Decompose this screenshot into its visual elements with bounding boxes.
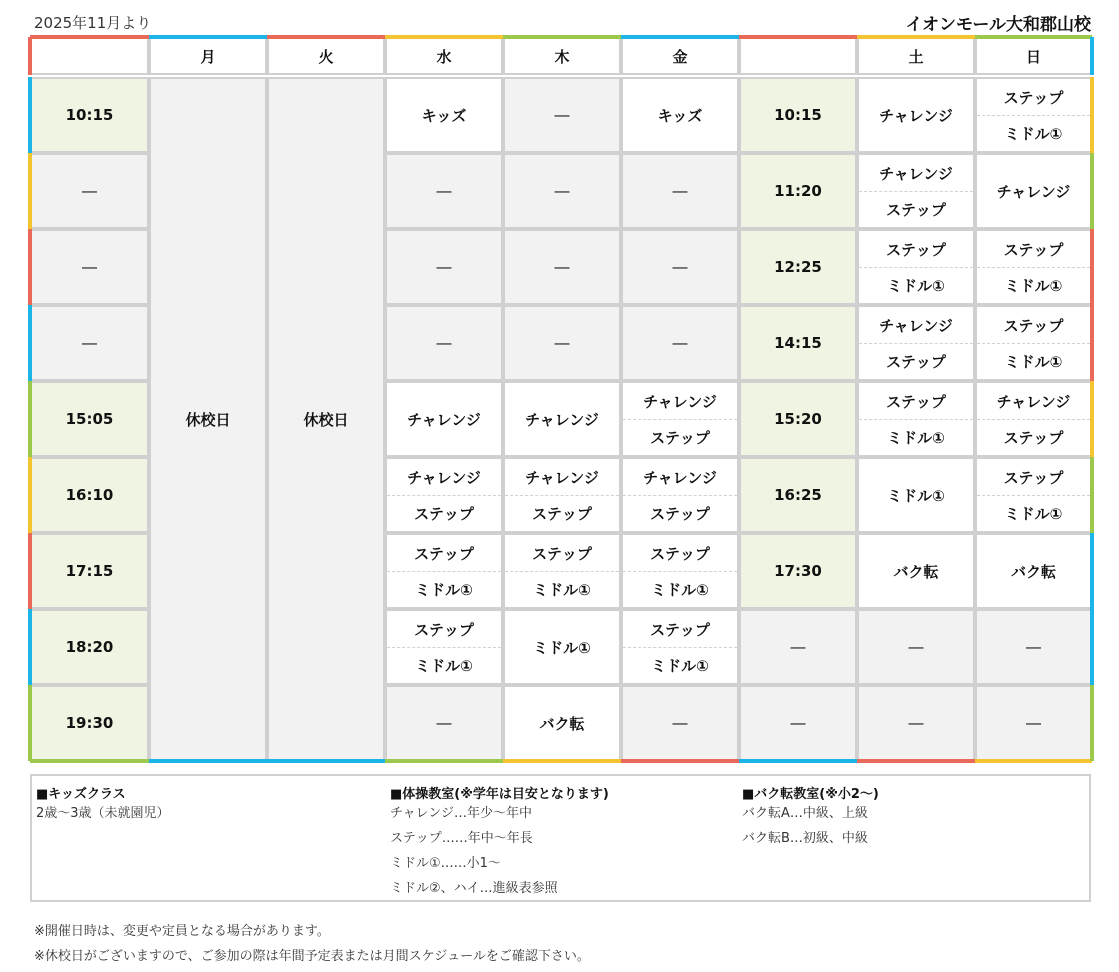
class-cell bbox=[385, 229, 503, 305]
class-slot bbox=[859, 343, 973, 379]
class-name: ― bbox=[908, 638, 924, 656]
class-cell bbox=[975, 609, 1092, 685]
column-top-accent bbox=[149, 35, 267, 39]
class-cell bbox=[975, 77, 1092, 153]
closed-day-cell bbox=[267, 77, 385, 761]
class-name: バク転 bbox=[1010, 562, 1056, 581]
row-left-accent bbox=[28, 77, 32, 153]
time-cell bbox=[30, 229, 149, 305]
class-name: ミドル① bbox=[887, 486, 945, 505]
class-name: キッズ bbox=[657, 106, 703, 125]
class-name: ステップ bbox=[886, 200, 946, 219]
closed-day-cell bbox=[149, 77, 267, 761]
class-name: ステップ bbox=[650, 620, 710, 639]
class-slot bbox=[977, 267, 1090, 303]
class-cell bbox=[621, 229, 739, 305]
time-label: 18:20 bbox=[65, 638, 114, 656]
class-name: チャレンジ bbox=[643, 468, 717, 487]
class-cell bbox=[621, 533, 739, 609]
class-name: ― bbox=[436, 258, 452, 276]
class-name: ステップ bbox=[886, 240, 946, 259]
time-label: 10:15 bbox=[774, 106, 822, 124]
column-top-accent bbox=[267, 35, 385, 39]
day-label: 日 bbox=[1025, 47, 1041, 66]
legend-gym-line: ミドル②、ハイ…進級表参照 bbox=[390, 881, 558, 896]
class-slot bbox=[623, 535, 737, 572]
class-name: ステップ bbox=[886, 392, 946, 411]
column-bottom-accent bbox=[739, 759, 857, 763]
legend-backflip-line: バク転B…初級、中級 bbox=[742, 831, 868, 846]
class-name: チャレンジ bbox=[879, 316, 953, 335]
legend-gym bbox=[390, 782, 609, 901]
day-label: 火 bbox=[318, 47, 334, 66]
class-slot bbox=[387, 611, 501, 648]
class-name: ミドル① bbox=[415, 580, 473, 599]
time-label: 12:25 bbox=[774, 258, 822, 276]
time-cell bbox=[739, 609, 857, 685]
time-label: ― bbox=[82, 258, 97, 276]
class-name: ― bbox=[436, 182, 452, 200]
class-name: ステップ bbox=[650, 544, 710, 563]
row-left-accent bbox=[28, 609, 32, 685]
column-bottom-accent bbox=[621, 759, 739, 763]
class-slot bbox=[505, 535, 619, 572]
class-cell bbox=[975, 305, 1092, 381]
class-name: ― bbox=[672, 714, 688, 732]
row-right-accent bbox=[1090, 381, 1094, 457]
header-cell bbox=[503, 37, 621, 75]
class-name: ステップ bbox=[414, 620, 474, 639]
class-cell bbox=[503, 685, 621, 761]
time-cell bbox=[30, 77, 149, 153]
class-cell bbox=[857, 685, 975, 761]
time-cell bbox=[739, 153, 857, 229]
time-label: 10:15 bbox=[65, 106, 114, 124]
column-top-accent bbox=[621, 35, 739, 39]
class-name: ― bbox=[1026, 638, 1041, 656]
day-label: 金 bbox=[672, 47, 688, 66]
legend-backflip-title: ■バク転教室(※小2～) bbox=[742, 787, 879, 802]
class-name: ステップ bbox=[1003, 468, 1064, 487]
row-right-accent bbox=[1090, 457, 1094, 533]
class-slot bbox=[623, 495, 737, 531]
effective-date: 2025年11月より bbox=[34, 14, 152, 32]
header-cell bbox=[739, 37, 857, 75]
class-slot bbox=[387, 535, 501, 572]
class-name: ステップ bbox=[532, 544, 592, 563]
class-name: ステップ bbox=[1003, 428, 1064, 447]
note-schedule-change: ※開催日時は、変更や定員となる場合があります。 bbox=[34, 924, 330, 939]
column-bottom-accent bbox=[267, 759, 385, 763]
column-bottom-accent bbox=[975, 759, 1092, 763]
column-bottom-accent bbox=[149, 759, 267, 763]
class-slot bbox=[387, 459, 501, 496]
row-right-accent bbox=[1090, 533, 1094, 609]
class-cell bbox=[975, 533, 1092, 609]
header-cell bbox=[857, 37, 975, 75]
row-right-accent bbox=[1090, 685, 1094, 761]
time-label: 15:05 bbox=[65, 410, 114, 428]
class-cell bbox=[503, 533, 621, 609]
row-right-accent bbox=[1090, 229, 1094, 305]
header-cell bbox=[30, 37, 149, 75]
class-slot bbox=[977, 79, 1090, 116]
time-label: 14:15 bbox=[774, 334, 822, 352]
time-cell bbox=[30, 533, 149, 609]
class-cell bbox=[621, 381, 739, 457]
row-left-accent bbox=[28, 457, 32, 533]
time-cell bbox=[739, 457, 857, 533]
class-slot bbox=[859, 383, 973, 420]
class-slot bbox=[977, 307, 1090, 344]
row-right-accent bbox=[1090, 609, 1094, 685]
class-cell bbox=[975, 381, 1092, 457]
time-label: 16:25 bbox=[774, 486, 822, 504]
legend-gym-line: チャレンジ…年少～年中 bbox=[390, 806, 532, 821]
class-name: ミドル① bbox=[887, 276, 945, 295]
time-cell bbox=[30, 305, 149, 381]
header-cell bbox=[267, 37, 385, 75]
class-cell bbox=[857, 457, 975, 533]
time-cell bbox=[30, 457, 149, 533]
column-top-accent bbox=[385, 35, 503, 39]
class-cell bbox=[503, 153, 621, 229]
day-label: 木 bbox=[554, 47, 570, 66]
row-right-accent bbox=[1090, 77, 1094, 153]
legend-gym-title: ■体操教室(※学年は目安となります) bbox=[390, 787, 609, 802]
legend-gym-line: ミドル①……小1～ bbox=[390, 856, 501, 871]
class-name: ― bbox=[554, 182, 570, 200]
day-label: 月 bbox=[200, 47, 216, 66]
time-label: ― bbox=[82, 334, 97, 352]
class-slot bbox=[387, 571, 501, 607]
class-name: ステップ bbox=[1003, 88, 1064, 107]
class-cell bbox=[385, 381, 503, 457]
class-cell bbox=[385, 609, 503, 685]
row-left-accent bbox=[28, 305, 32, 381]
class-cell bbox=[385, 457, 503, 533]
class-name: ― bbox=[908, 714, 924, 732]
class-slot bbox=[859, 191, 973, 227]
class-cell bbox=[975, 685, 1092, 761]
class-name: チャレンジ bbox=[996, 182, 1071, 201]
legend-gym-line: ステップ……年中～年長 bbox=[390, 831, 533, 846]
row-right-accent bbox=[1090, 305, 1094, 381]
time-label: 17:15 bbox=[65, 562, 114, 580]
time-cell bbox=[739, 229, 857, 305]
class-name: ― bbox=[554, 258, 570, 276]
legend-backflip-line: バク転A…中級、上級 bbox=[742, 806, 868, 821]
class-name: ステップ bbox=[650, 428, 710, 447]
legend-box bbox=[30, 774, 1091, 902]
class-slot bbox=[623, 571, 737, 607]
class-name: ミドル① bbox=[1004, 352, 1063, 371]
time-label: 15:20 bbox=[774, 410, 822, 428]
class-slot bbox=[859, 307, 973, 344]
class-cell bbox=[621, 77, 739, 153]
class-name: バク転 bbox=[893, 562, 939, 581]
class-name: ― bbox=[554, 106, 570, 124]
class-slot bbox=[859, 231, 973, 268]
header-left-accent bbox=[28, 37, 32, 75]
header-cell bbox=[621, 37, 739, 75]
class-cell bbox=[621, 305, 739, 381]
class-name: ― bbox=[554, 334, 570, 352]
class-cell bbox=[503, 457, 621, 533]
class-cell bbox=[621, 609, 739, 685]
time-cell bbox=[739, 533, 857, 609]
class-name: ミドル① bbox=[887, 428, 945, 447]
header-cell bbox=[975, 37, 1092, 75]
time-cell bbox=[30, 609, 149, 685]
time-label: 17:30 bbox=[774, 562, 822, 580]
class-name: ミドル① bbox=[415, 656, 473, 675]
time-label: 19:30 bbox=[65, 714, 114, 732]
class-cell bbox=[857, 153, 975, 229]
class-cell bbox=[857, 533, 975, 609]
legend-backflip bbox=[742, 782, 879, 851]
column-bottom-accent bbox=[503, 759, 621, 763]
class-name: ― bbox=[1026, 714, 1041, 732]
class-slot bbox=[859, 155, 973, 192]
class-name: ミドル① bbox=[1004, 124, 1063, 143]
class-slot bbox=[977, 495, 1090, 531]
class-cell bbox=[503, 609, 621, 685]
class-name: ミドル① bbox=[533, 638, 591, 657]
class-name: チャレンジ bbox=[879, 164, 953, 183]
class-slot bbox=[505, 459, 619, 496]
class-name: ― bbox=[672, 182, 688, 200]
class-name: ― bbox=[672, 334, 688, 352]
class-cell bbox=[385, 685, 503, 761]
class-name: チャレンジ bbox=[879, 106, 953, 125]
class-cell bbox=[503, 305, 621, 381]
class-slot bbox=[623, 459, 737, 496]
class-cell bbox=[385, 305, 503, 381]
class-name: ミドル① bbox=[1004, 504, 1063, 523]
time-cell bbox=[739, 685, 857, 761]
row-left-accent bbox=[28, 685, 32, 761]
class-name: ステップ bbox=[1003, 240, 1064, 259]
time-label: ― bbox=[790, 638, 806, 656]
column-bottom-accent bbox=[857, 759, 975, 763]
class-name: バク転 bbox=[539, 714, 585, 733]
class-cell bbox=[503, 77, 621, 153]
class-name: ミドル① bbox=[651, 580, 709, 599]
class-name: ステップ bbox=[414, 544, 474, 563]
class-cell bbox=[857, 229, 975, 305]
day-label: 水 bbox=[436, 47, 452, 66]
class-cell bbox=[385, 533, 503, 609]
class-name: ― bbox=[436, 334, 452, 352]
class-name: キッズ bbox=[421, 106, 467, 125]
row-left-accent bbox=[28, 153, 32, 229]
closed-label: 休校日 bbox=[303, 410, 349, 429]
class-cell bbox=[975, 153, 1092, 229]
header-cell bbox=[385, 37, 503, 75]
class-name: ステップ bbox=[414, 504, 474, 523]
class-name: ステップ bbox=[532, 504, 592, 523]
column-bottom-accent bbox=[385, 759, 503, 763]
school-name: イオンモール大和郡山校 bbox=[905, 15, 1091, 35]
row-right-accent bbox=[1090, 153, 1094, 229]
time-cell bbox=[30, 685, 149, 761]
class-slot bbox=[977, 115, 1090, 151]
class-slot bbox=[977, 231, 1090, 268]
class-slot bbox=[505, 571, 619, 607]
class-cell bbox=[385, 153, 503, 229]
class-cell bbox=[975, 229, 1092, 305]
class-slot bbox=[387, 647, 501, 683]
class-name: チャレンジ bbox=[407, 468, 481, 487]
time-cell bbox=[739, 381, 857, 457]
header-right-accent bbox=[1090, 37, 1094, 75]
time-cell bbox=[739, 77, 857, 153]
time-cell bbox=[30, 153, 149, 229]
class-name: ミドル① bbox=[533, 580, 591, 599]
time-label: ― bbox=[790, 714, 806, 732]
class-cell bbox=[621, 685, 739, 761]
class-name: ミドル① bbox=[651, 656, 709, 675]
class-name: ステップ bbox=[886, 352, 946, 371]
time-label: 16:10 bbox=[65, 486, 114, 504]
class-slot bbox=[623, 611, 737, 648]
class-name: チャレンジ bbox=[407, 410, 481, 429]
time-cell bbox=[30, 381, 149, 457]
column-top-accent bbox=[975, 35, 1092, 39]
column-top-accent bbox=[739, 35, 857, 39]
class-slot bbox=[977, 459, 1090, 496]
closed-label: 休校日 bbox=[185, 410, 231, 429]
class-name: ミドル① bbox=[1004, 276, 1063, 295]
class-cell bbox=[857, 305, 975, 381]
class-name: ― bbox=[672, 258, 688, 276]
legend-kids bbox=[36, 782, 170, 826]
note-closed-days: ※休校日がございますので、ご参加の際は年間予定表または月間スケジュールをご確認下さい。 bbox=[34, 949, 590, 964]
class-slot bbox=[977, 343, 1090, 379]
time-cell bbox=[739, 305, 857, 381]
class-name: ― bbox=[436, 714, 452, 732]
column-bottom-accent bbox=[30, 759, 149, 763]
class-name: チャレンジ bbox=[525, 410, 599, 429]
class-slot bbox=[387, 495, 501, 531]
column-top-accent bbox=[503, 35, 621, 39]
time-label: 11:20 bbox=[774, 182, 822, 200]
header-cell bbox=[149, 37, 267, 75]
class-slot bbox=[623, 383, 737, 420]
class-cell bbox=[621, 153, 739, 229]
row-left-accent bbox=[28, 533, 32, 609]
class-name: ステップ bbox=[1003, 316, 1064, 335]
class-slot bbox=[977, 383, 1090, 420]
class-cell bbox=[857, 609, 975, 685]
class-cell bbox=[975, 457, 1092, 533]
class-cell bbox=[621, 457, 739, 533]
class-slot bbox=[859, 267, 973, 303]
class-name: チャレンジ bbox=[643, 392, 717, 411]
class-cell bbox=[385, 77, 503, 153]
column-top-accent bbox=[30, 35, 149, 39]
legend-kids-line: 2歳～3歳（未就園児） bbox=[36, 806, 170, 821]
class-cell bbox=[503, 381, 621, 457]
legend-kids-title: ■キッズクラス bbox=[36, 787, 126, 802]
class-slot bbox=[505, 495, 619, 531]
class-name: チャレンジ bbox=[996, 392, 1071, 411]
column-top-accent bbox=[857, 35, 975, 39]
class-cell bbox=[857, 77, 975, 153]
row-left-accent bbox=[28, 381, 32, 457]
class-slot bbox=[977, 419, 1090, 455]
class-slot bbox=[623, 419, 737, 455]
time-label: ― bbox=[82, 182, 97, 200]
class-name: チャレンジ bbox=[525, 468, 599, 487]
row-left-accent bbox=[28, 229, 32, 305]
day-label: 土 bbox=[908, 47, 924, 66]
class-name: ステップ bbox=[650, 504, 710, 523]
class-cell bbox=[503, 229, 621, 305]
class-slot bbox=[859, 419, 973, 455]
class-cell bbox=[857, 381, 975, 457]
class-slot bbox=[623, 647, 737, 683]
